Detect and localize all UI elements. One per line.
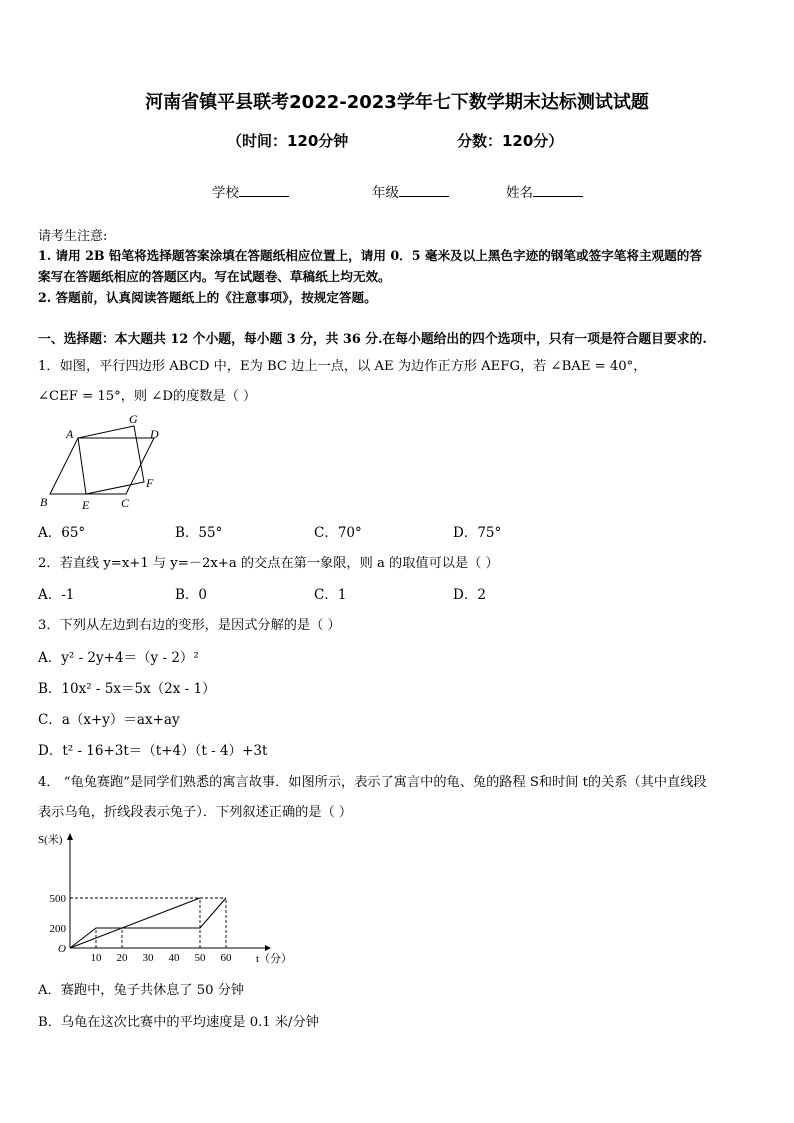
q3-option-d[interactable]: D．t² - 16+3t＝（t+4）（t - 4）+3t (38, 743, 268, 759)
q1-parallelogram-figure (36, 410, 166, 514)
label-c: C (121, 496, 130, 510)
q3-option-b[interactable]: B．10x² - 5x＝5x（2x - 1） (38, 681, 216, 697)
label-d: D (150, 427, 159, 441)
time-label: （时间：120分钟 (227, 132, 349, 150)
label-f: F (146, 476, 154, 490)
rabbit-polyline (70, 898, 226, 948)
q1-option-c[interactable]: C．70° (314, 525, 362, 541)
x-tick-label-10: 10 (90, 952, 102, 964)
name-field (506, 181, 583, 201)
q2-option-a[interactable]: A．-1 (38, 587, 75, 603)
x-tick-label-20: 20 (116, 952, 128, 964)
q1-stem-line-2: ∠CEF = 15°，则 ∠D的度数是（ ） (38, 389, 257, 404)
q3-stem: 3．下列从左边到右边的变形，是因式分解的是（ ） (38, 618, 341, 633)
q2-option-b[interactable]: B．0 (175, 587, 208, 603)
x-tick-label-50: 50 (194, 952, 206, 964)
q1-stem-line-1: 1．如图，平行四边形 ABCD 中，E为 BC 边上一点，以 AE 为边作正方形 AEFG，若 ∠BAE = 40°， (38, 359, 647, 374)
notice-item-1-line-2: 案写在答题纸相应的答题区内。写在试题卷、草稿纸上均无效。 (38, 269, 391, 284)
x-tick-label-60: 60 (220, 952, 232, 964)
school-label: 学校 (212, 185, 239, 201)
q2-option-c[interactable]: C．1 (314, 587, 347, 603)
grade-label: 年级 (372, 185, 399, 201)
notice-heading: 请考生注意: (38, 229, 108, 244)
y-axis-label: S(米) (38, 834, 63, 846)
name-blank (533, 184, 583, 197)
x-tick-label-40: 40 (168, 952, 180, 964)
label-e: E (82, 498, 90, 512)
square-aefg (78, 426, 144, 494)
x-tick-label-30: 30 (142, 952, 154, 964)
label-a: A (66, 427, 74, 441)
label-g: G (129, 412, 138, 426)
x-axis-label: t（分） (256, 953, 293, 965)
q4-stem-line-2: 表示乌龟，折线段表示兔子）．下列叙述正确的是（ ） (38, 805, 353, 820)
q4-stem-line-1: 4． “龟兔赛跑”是同学们熟悉的寓言故事．如图所示，表示了寓言中的龟、兔的路程 S和时间 t的关系（其中直线段 (38, 775, 707, 790)
q4-option-a[interactable]: A．赛跑中，兔子共休息了 50 分钟 (38, 983, 245, 998)
tortoise-line (70, 898, 200, 948)
parallelogram-abcd (50, 438, 154, 494)
y-axis-arrow (67, 833, 73, 840)
notice-item-2: 2. 答题前，认真阅读答题纸上的《注意事项》，按规定答题。 (38, 290, 377, 305)
y-tick-label-200: 200 (49, 923, 66, 935)
grade-field (372, 181, 449, 201)
q2-stem: 2．若直线 y=x+1 与 y=－2x+a 的交点在第一象限，则 a 的取值可以是（ ） (38, 556, 499, 571)
q3-option-a[interactable]: A．y² - 2y+4＝（y - 2）² (38, 650, 199, 666)
q4-option-b[interactable]: B．乌龟在这次比赛中的平均速度是 0.1 米/分钟 (38, 1015, 319, 1030)
q1-option-a[interactable]: A．65° (38, 525, 86, 541)
grade-blank (399, 184, 449, 197)
school-field (212, 181, 289, 201)
score-label: 分数：120分） (457, 132, 564, 150)
y-tick-label-500: 500 (49, 893, 66, 905)
q1-option-b[interactable]: B．55° (175, 525, 223, 541)
school-blank (239, 184, 289, 197)
q1-option-d[interactable]: D．75° (453, 525, 502, 541)
section-1-heading: 一、选择题：本大题共 12 个小题，每小题 3 分，共 36 分.在每小题给出的四个选项中，只有一项是符合题目要求的. (38, 332, 707, 347)
name-label: 姓名 (506, 185, 533, 201)
q4-distance-time-chart (30, 828, 293, 968)
q2-option-d[interactable]: D．2 (453, 587, 486, 603)
origin-label: O (58, 943, 66, 955)
x-axis-arrow (265, 945, 271, 951)
q3-option-c[interactable]: C．a（x+y）＝ax+ay (38, 712, 180, 728)
exam-title: 河南省镇平县联考2022-2023学年七下数学期末达标测试试题 (145, 92, 649, 113)
notice-item-1-line-1: 1. 请用 2B 铅笔将选择题答案涂填在答题纸相应位置上，请用 0．5 毫米及以上黑色字迹的钢笔或签字笔将主观题的答 (38, 248, 702, 263)
label-b: B (40, 495, 48, 509)
